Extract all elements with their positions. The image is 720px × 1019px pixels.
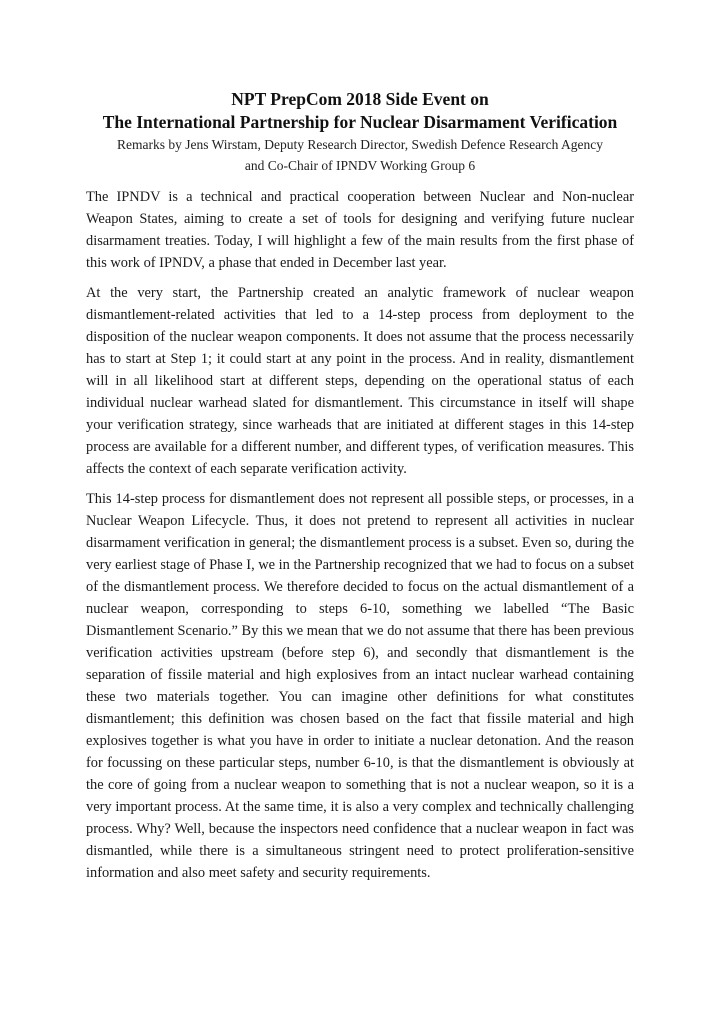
document-body — [86, 186, 634, 892]
speaker-line: Remarks by Jens Wirstam, Deputy Research Director, Swedish Defence Research Agency — [116, 137, 603, 152]
paragraph-framework: At the very start, the Partnership created an analytic framework of nuclear weapon dismantlement-related activities that led to a 14-step process from deployment to the disposition of the nuclear weapon components. It does not assume that the process necessarily has to start at Step 1; it could start at any point in the process. And in reality, dismantlement will in all likelihood start at different steps, depending on the operational status of each individual nuclear warhead slated for dismantlement. This circumstance in itself will shape your verification strategy, since warheads that are initiated at different stages in this 14-step process are available for a different number, and different types, of verification measures. This affects the context of each separate verification activity. — [86, 285, 634, 477]
speaker-role-line: and Co-Chair of IPNDV Working Group 6 — [244, 158, 476, 173]
document-title: The International Partnership for Nuclear Disarmament Verification — [102, 112, 618, 132]
paragraph-basic-scenario: This 14-step process for dismantlement does not represent all possible steps, or processes, in a Nuclear Weapon Lifecycle. Thus, it does not pretend to represent all activities in nuclear disarmament verification in general; the dismantlement process is a subset. Even so, during the very earliest stage of Phase I, we in the Partnership recognized that we had to focus on a subset of the dismantlement process. We therefore decided to focus on the actual dismantlement of a nuclear weapon, corresponding to steps 6-10, something we labelled “The Basic Dismantlement Scenario.” By this we mean that we do not assume that there has been previous verification activities upstream (before step 6), and secondly that dismantlement is the separation of fissile material and high explosives from an intact nuclear warhead containing these two materials together. You can imagine other definitions for what constitutes dismantlement; this definition was chosen based on the fact that fissile material and high explosives together is what you have in order to initiate a nuclear detonation. And the reason for focussing on these particular steps, number 6-10, is that the dismantlement is obviously at the core of going from a nuclear weapon to something that is not a nuclear weapon, so it is a very important process. At the same time, it is also a very complex and technically challenging process. Why? Well, because the inspectors need confidence that a nuclear weapon in fact was dismantled, while there is a simultaneous stringent need to protect proliferation-sensitive information and also meet safety and security requirements. — [86, 491, 634, 881]
paragraph-intro: The IPNDV is a technical and practical cooperation between Nuclear and Non-nuclear Weapon States, aiming to create a set of tools for designing and verifying future nuclear disarmament treaties. Today, I will highlight a few of the main results from the first phase of this work of IPNDV, a phase that ended in December last year. — [86, 189, 634, 271]
document-header — [60, 88, 660, 176]
event-title: NPT PrepCom 2018 Side Event on — [231, 89, 489, 109]
